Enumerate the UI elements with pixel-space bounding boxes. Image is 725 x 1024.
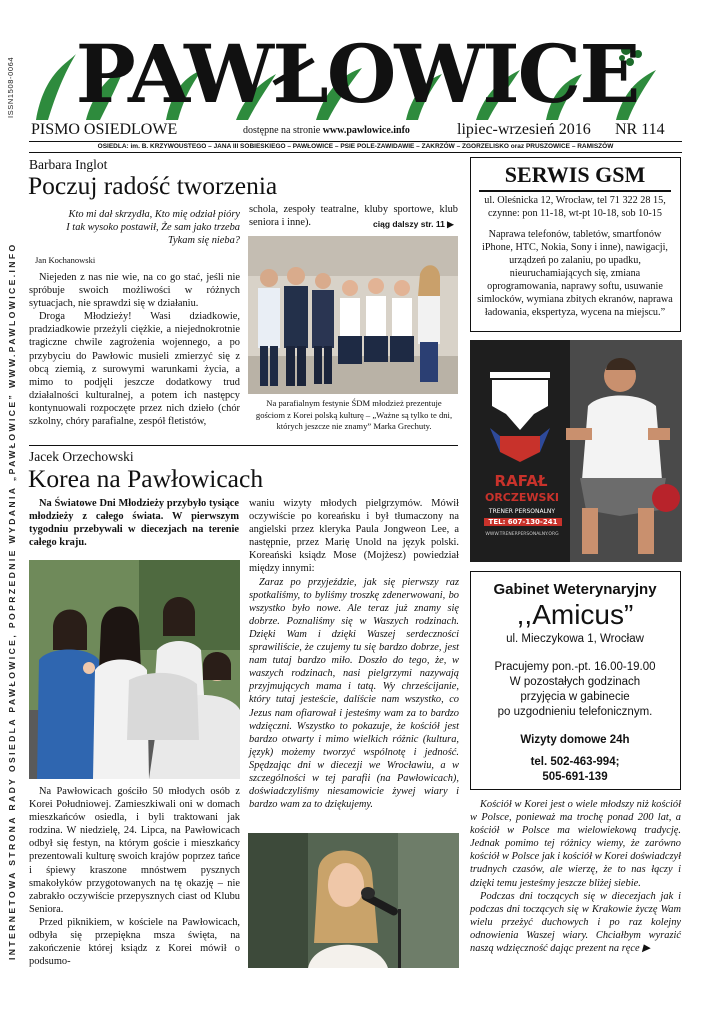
trainer-site: WWW.TRENERPERSONALNY.ORG (485, 532, 559, 537)
festival-photo (248, 236, 458, 394)
vet-name: ,,Amicus” (516, 599, 634, 630)
vet-hours-1: Pracujemy pon.-pt. 16.00-19.00 (494, 661, 656, 673)
article1-title: Poczuj radość tworzenia (28, 171, 278, 200)
gsm-desc: Naprawa telefonów, tabletów, smartfonów iPhone, HTC, Nokia, Sony i inne), nawigacji, urządzeń po zalaniu, po upadku, nieuruchamiających się, zmiana oprogramowania, naprawy softu, usuwanie simlocków, wymiana zbitych ekranów, naprawa ładowania, ekspertyza, wycena na miejscu.” (477, 229, 673, 318)
singer-photo (248, 833, 459, 968)
trainer-name-1: RAFAŁ (494, 472, 548, 490)
issue-number: NR 114 (615, 121, 665, 138)
masthead (26, 27, 688, 122)
issue-date: lipiec-wrzesień 2016 (457, 121, 591, 138)
gsm-address: ul. Oleśnicka 12, Wrocław, tel 71 322 28 15, (484, 195, 666, 206)
article2-p2: Przed piknikiem, w kościele na Pawłowicach, odbyła się przepiękna msza święta, na zakończenie której ksiądz z Korei mówił o podsumo- (29, 916, 240, 968)
poem-line-2: I tak wysoko postawił, Że sam jako trzeba (66, 222, 240, 233)
article2-col1 (29, 785, 240, 968)
vet-tel-2: 505-691-139 (542, 771, 608, 783)
masthead-title: PAWŁOWICE (75, 27, 639, 121)
poem-author: Jan Kochanowski (35, 255, 96, 265)
streets-bar (29, 141, 682, 153)
trainer-name-2: ORCZEWSKI (484, 491, 560, 504)
vet-address: ul. Mieczykowa 1, Wrocław (506, 633, 644, 645)
site-link[interactable]: www.pawlowice.info (322, 125, 410, 136)
vet-hours-2: W pozostałych godzinach (509, 676, 641, 688)
vet-tel-1: tel. 502-463-994; (530, 756, 620, 768)
gsm-hours: czynne: pon 11-18, wt-pt 10-18, sob 10-15 (488, 208, 662, 219)
gsm-underline (479, 190, 671, 192)
poem-line-1: Kto mi dał skrzydła, Kto mię odział pióry (68, 209, 240, 220)
article2-p3: waniu wizyty młodych pielgrzymów. Mówił oczywiście po koreańsku i był tłumaczony na angielski przez kleryka Paula Jongweon Lee, a następnie, przez Marię Unold na język polski. Koreański ksiądz Mose (Mojżesz) powiedział między innymi: (249, 498, 459, 575)
issn-label: ISSN1508-0064 (6, 56, 15, 118)
article1-col1 (29, 271, 240, 428)
article2-quote3: Podczas dni toczących się w diecezjach jak i podczas dni toczących się w Krakowie życzę Wam wielu przeżyć duchowych i po raz kolejny odnowienia Waszej wiary. Chciałbym wyrazić naszą wdzięczność dając prezent na ręce ▶ (470, 890, 681, 955)
article2-author: Jacek Orzechowski (29, 449, 134, 464)
festival-photo-image (248, 236, 458, 394)
vet-hours-3: przyjęcia w gabinecie (520, 691, 630, 703)
trainer-ad (470, 340, 682, 562)
article2-col3 (470, 798, 681, 955)
poem-line-3: Tykam się nieba? (168, 235, 240, 246)
gsm-title: SERWIS GSM (504, 162, 646, 187)
article1-p1: Niejeden z nas nie wie, na co go stać, jeśli nie spróbuje swoich możliwości w różnych sytuacjach, nie sprawdzi się w działaniu. (29, 272, 240, 310)
festival-caption: Na parafialnym festynie ŚDM młodzież prezentuje gościom z Korei polską kulturę – „Ważne są tylko te dni, których jeszcze nie znamy” Marka Grechuty. (255, 398, 453, 431)
streets-text: OSIEDLA: im. B. KRZYWOUSTEGO – JANA III SOBIESKIEGO – PAWŁOWICE – PSIE POLE-ZAWIDAWIE – ZAKRZÓW – ZGORZELISKO oraz PRUSZOWICE – RAMISZÓW (97, 143, 614, 150)
article2-p1: Na Pawłowicach gościło 50 młodych osób z Korei Południowej. Zamieszkiwali oni w domach mieszkańców osiedla, i byli traktowani jak rodzina. W niedzielę, 24. Lipca, na Pawłowicach odbył się festyn, na którym goście i mieszkańcy prezentowali kulturę swoich krajów poprzez tańce i śpiewy kraszone mnóstwem pysznych smakołyków przygotowanych na tę okazję – nie zabrakło oczywiście przepysznych ciast od Klubu Seniora. (29, 786, 240, 915)
trainer-tel: TEL: 607-130-241 (484, 518, 562, 526)
masthead-available (243, 125, 410, 137)
pilgrims-photo (29, 560, 240, 779)
side-banner: INTERNETOWA STRONA RADY OSIEDLA PAWŁOWICE, POPRZEDNIE WYDANIA „PAWŁOWICE” WWW.PAWLOWICE.INFO (7, 242, 17, 960)
pilgrims-photo-image (29, 560, 240, 779)
divider-article1 (29, 445, 458, 446)
masthead-subtitle: PISMO OSIEDLOWE (31, 121, 178, 138)
available-label: dostępne na stronie (243, 125, 321, 136)
article2-col2 (249, 497, 459, 811)
singer-photo-image (248, 833, 459, 968)
article2-quote2: Kościół w Korei jest o wiele młodszy niż kościół w Polsce, ponieważ ma trochę ponad 200 lat, a kościół w Polsce ma wielowiekową tradycję. Jednak pomimo tej różnicy wiemy, że zarówno kościół w Polsce jak i kościół w Korei doświadczył trudnych czasów, ale wierzę, że to nas łączy i dzięki temu jesteśmy jeszcze bliżej siebie. (470, 799, 681, 889)
trainer-role: TRENER PERSONALNY (488, 508, 556, 515)
trainer-ad-image (470, 340, 682, 562)
continued-link[interactable]: ciąg dalszy str. 11 ▶ (373, 219, 454, 229)
vet-ad (470, 571, 681, 790)
article1-author: Barbara Inglot (29, 157, 108, 172)
poem (30, 208, 240, 247)
article1-p3: schola, zespoły teatralne, kluby sportowe, klub seniora i inne). (249, 204, 458, 229)
vet-head: Gabinet Weterynaryjny (493, 581, 657, 598)
article2-title: Korea na Pawłowicach (28, 464, 264, 493)
article2-lead: Na Światowe Dni Młodzieży przybyło tysiące młodzieży z całego świata. W pierwszym tygodniu przebywali w diecezjach na terenie całego kraju. (29, 498, 239, 549)
vet-home: Wizyty domowe 24h (520, 734, 630, 746)
vet-hours-4: po uzgodnieniu telefonicznym. (497, 706, 653, 718)
article1-p2: Droga Młodzieży! Wasi dziadkowie, pradziadkowie przeżyli ciężkie, a niejednokrotnie tragiczne chwile zagrożenia wojennego, a po przybyciu do Pawłowic musieli zmierzyć się z obcą ziemią, z surowymi warunkami życia, a mimo to podjęli jeszcze dodatkowy trud działalności kulturalnej, a potem ich następcy kontynuowali rozpoczęte przez nich dzieło (chór szkolny, chóry parafialne, zespół fletistów, (29, 311, 240, 428)
gsm-ad (470, 157, 681, 332)
article2-quote: Zaraz po przyjeździe, jak się pierwszy raz spotkaliśmy, to byliśmy troszkę zdenerwowani, bo wszystko było nowe. Ale teraz już znamy się dobrze. Poznaliśmy się w Waszych rodzinach. Dzięki Wam i dzięki Waszej serdeczności sprawiliście, że czujemy tu się bardzo dobrze, jest nam tutaj bardzo miło. Doszło do tego, że, w waszych rodzinach, nasi pielgrzymi nazywają przyjmujących mama i tatą. Wy chrześcijanie, który tutaj jesteście, dalíście nam wszystko, co Jezus nam ofiarował i jesteśmy wam za to bardzo wdzięczni. Wszystko to pokazuje, że kościół jest bardzo otwarty i mimo wielkich różnic (kultura, język) możemy tworzyć wspólnotę i jedność. Spędzając dni w diecezji we Wrocławiu, a w szczególności w tej parafii (na Pawłowicach), doświadczyliśmy niesamowicie żywej wiary i bardzo wam za to dziękujemy. (249, 576, 459, 811)
